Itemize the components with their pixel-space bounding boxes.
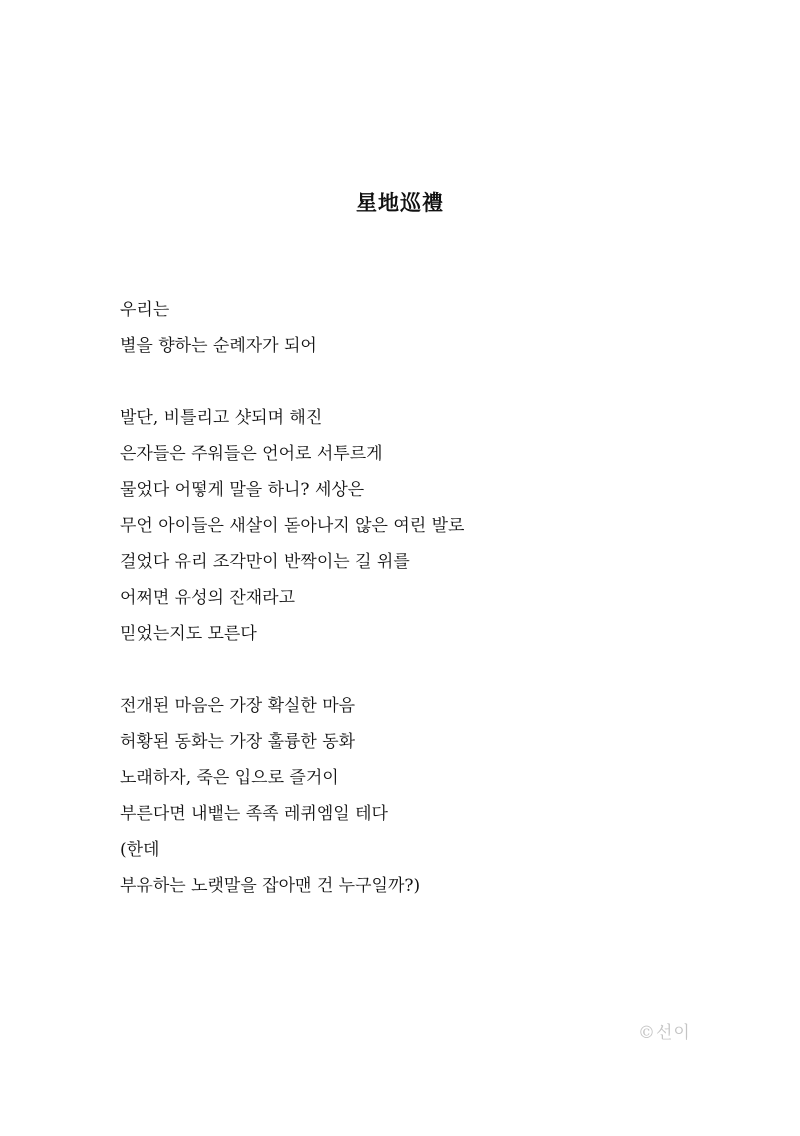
poem-line: (한데 <box>120 840 160 860</box>
poem-line: 부유하는 노랫말을 잡아맨 건 누구일까?) <box>120 876 421 896</box>
poem-line: 어쩌면 유성의 잔재라고 <box>120 588 296 608</box>
poem-line: 부른다면 내뱉는 족족 레퀴엠일 테다 <box>120 804 388 824</box>
poem-line: 허황된 동화는 가장 훌륭한 동화 <box>120 732 356 752</box>
poem-line: 별을 향하는 순례자가 되어 <box>120 336 317 356</box>
poem-line: 물었다 어떻게 말을 하니? 세상은 <box>120 480 365 500</box>
stanza <box>120 688 720 904</box>
poem-title: 星地巡禮 <box>356 190 444 215</box>
poem-line: 우리는 <box>120 300 170 320</box>
poem-body <box>120 292 720 904</box>
poem-line: 무언 아이들은 새살이 돋아나지 않은 여린 발로 <box>120 516 465 536</box>
stanza-gap <box>120 652 720 688</box>
stanza <box>120 400 720 652</box>
poem-line: 걸었다 유리 조각만이 반짝이는 길 위를 <box>120 552 410 572</box>
poem-line: 발단, 비틀리고 샷되며 해진 <box>120 408 323 428</box>
poem-line: 은자들은 주워들은 언어로 서투르게 <box>120 444 383 464</box>
poem-line: 노래하자, 죽은 입으로 즐거이 <box>120 768 339 788</box>
stanza <box>120 292 720 364</box>
stanza-gap <box>120 364 720 400</box>
author-signature: ©선이 <box>638 1023 691 1043</box>
poem-line: 전개된 마음은 가장 확실한 마음 <box>120 696 356 716</box>
poem-line: 믿었는지도 모른다 <box>120 624 257 644</box>
